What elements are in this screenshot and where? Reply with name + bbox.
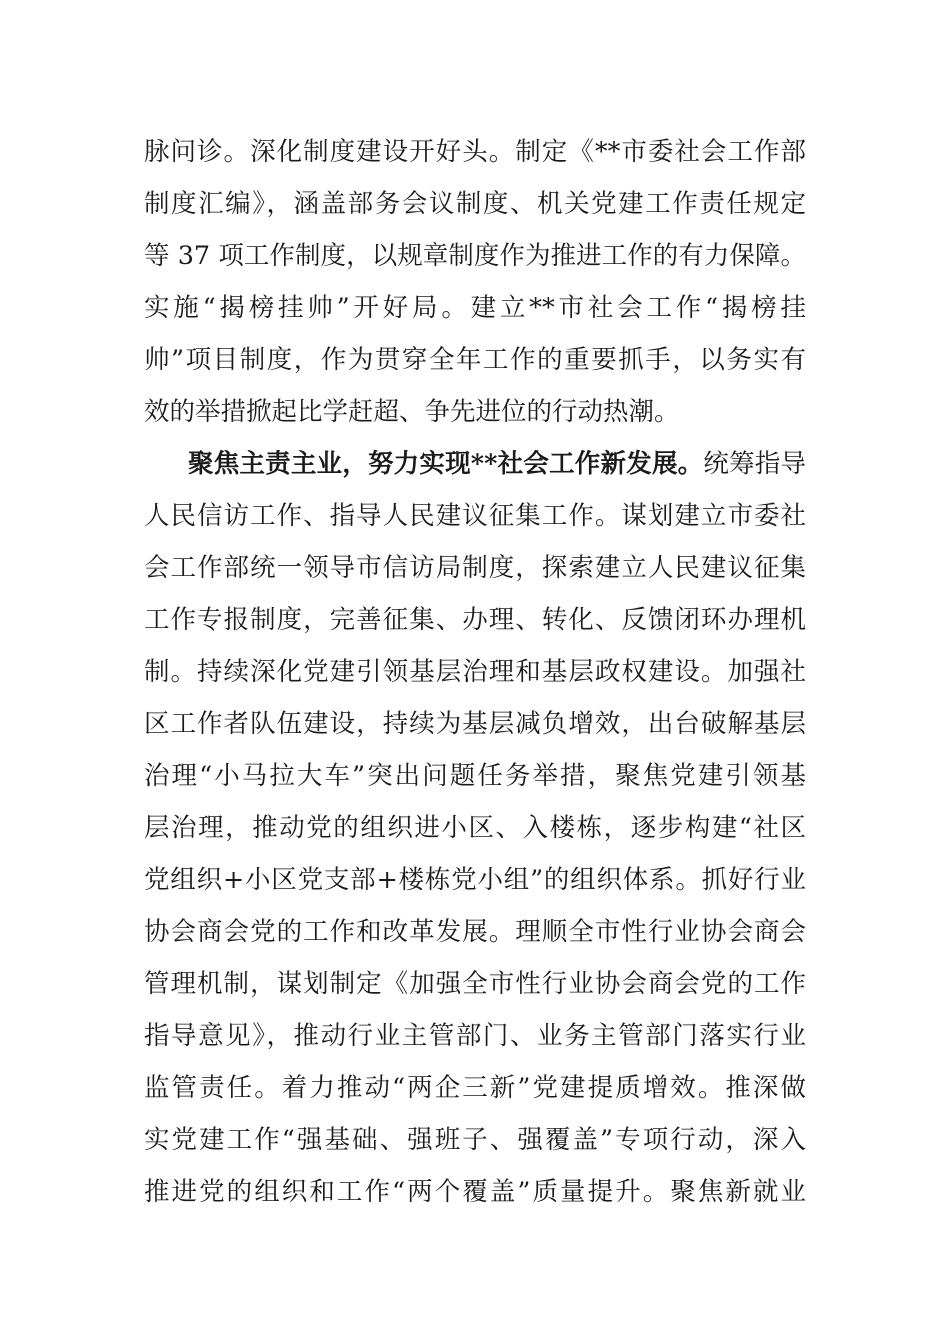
paragraph-line: 层治理，推动党的组织进小区、入楼栋，逐步构建“社区: [144, 813, 806, 843]
paragraph-line: 脉问诊。深化制度建设开好头。制定《**市委社会工作部: [144, 137, 806, 167]
paragraph-line: 实党建工作“强基础、强班子、强覆盖”专项行动，深入: [144, 1125, 806, 1155]
paragraph-1: [144, 126, 806, 438]
paragraph-line: 效的举措掀起比学赶超、争先进位的行动热潮。: [144, 397, 680, 427]
paragraph-line: 治理“小马拉大车”突出问题任务举措，聚焦党建引领基: [144, 761, 806, 791]
paragraph-line: 会工作部统一领导市信访局制度，探索建立人民建议征集: [144, 553, 806, 583]
paragraph-2: [144, 438, 806, 1218]
paragraph-line: 区工作者队伍建设，持续为基层减负增效，出台破解基层: [144, 709, 806, 739]
paragraph-line: 党组织+小区党支部+楼栋党小组”的组织体系。抓好行业: [144, 865, 806, 895]
paragraph-line-rest: 统筹指导: [703, 449, 806, 479]
paragraph-line: 帅”项目制度，作为贯穿全年工作的重要抓手，以务实有: [144, 345, 806, 375]
paragraph-line: 制。持续深化党建引领基层治理和基层政权建设。加强社: [144, 657, 806, 687]
paragraph-first-line: [144, 438, 806, 490]
paragraph-line: 工作专报制度，完善征集、办理、转化、反馈闭环办理机: [144, 605, 806, 635]
paragraph-line: 制度汇编》，涵盖部务会议制度、机关党建工作责任规定: [144, 189, 806, 219]
paragraph-line: 推进党的组织和工作“两个覆盖”质量提升。聚焦新就业: [144, 1177, 806, 1207]
paragraph-line: 人民信访工作、指导人民建议征集工作。谋划建立市委社: [144, 501, 806, 531]
paragraph-heading: 聚焦主责主业，努力实现**社会工作新发展。: [188, 449, 704, 479]
paragraph-line: 指导意见》，推动行业主管部门、业务主管部门落实行业: [144, 1021, 806, 1051]
paragraph-line: 监管责任。着力推动“两企三新”党建提质增效。推深做: [144, 1073, 806, 1103]
paragraph-line: 管理机制，谋划制定《加强全市性行业协会商会党的工作: [144, 969, 806, 999]
paragraph-line: 协会商会党的工作和改革发展。理顺全市性行业协会商会: [144, 917, 806, 947]
paragraph-line: 等 37 项工作制度，以规章制度作为推进工作的有力保障。: [144, 241, 806, 271]
paragraph-line: 实施“揭榜挂帅”开好局。建立**市社会工作“揭榜挂: [144, 293, 806, 323]
